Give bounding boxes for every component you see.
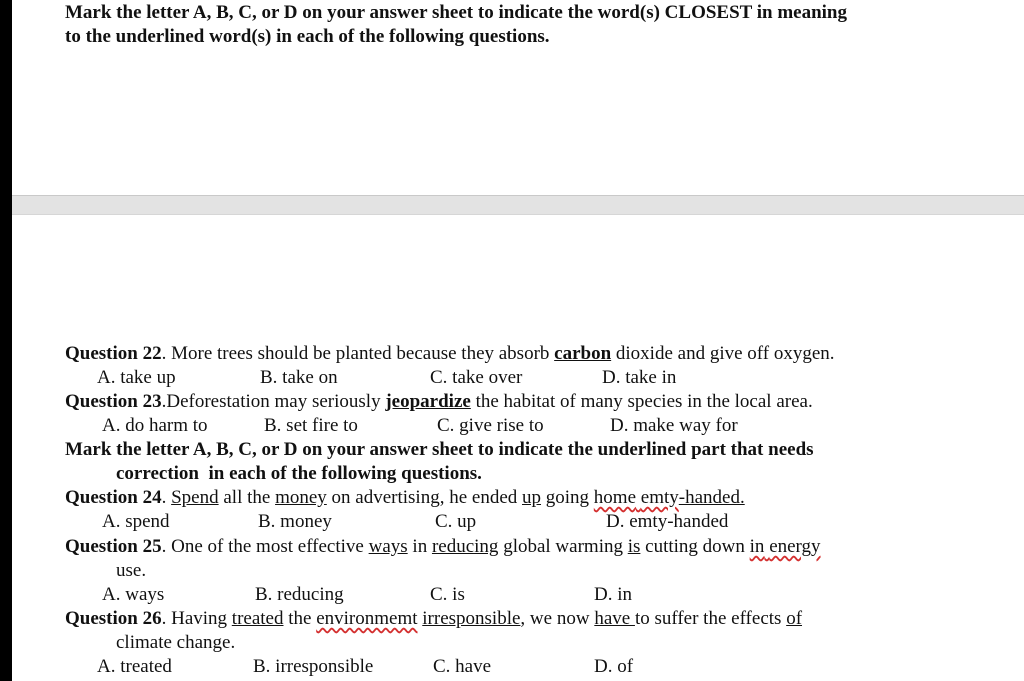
q23-option-b: B. set fire to <box>264 415 358 436</box>
q24-underlined-d: emty <box>640 487 679 508</box>
question-23 <box>65 390 813 414</box>
q26-text-4: to suffer the effects <box>634 608 787 629</box>
q26-option-d: D. of <box>594 656 634 677</box>
q25-text-2: global warming <box>498 536 628 557</box>
q24-option-d: D. emty-handed <box>606 511 729 532</box>
q24-text-1: all the <box>218 487 276 508</box>
q25-option-d: D. in <box>594 584 632 605</box>
q22-option-a: A. take up <box>97 367 176 388</box>
q25-spellcheck-word: energy <box>769 536 821 557</box>
q25-option-a: A. ways <box>102 584 165 605</box>
q24-text-0: . <box>161 487 172 508</box>
q22-option-b: B. take on <box>260 367 338 388</box>
q25-text-1: in <box>407 536 432 557</box>
question-23-label: Question 23 <box>65 391 162 412</box>
q25-underlined-b: reducing <box>431 536 499 557</box>
q24-text-2: on advertising, he ended <box>326 487 523 508</box>
question-23-text-post: the habitat of many species in the local area. <box>470 391 813 412</box>
q26-option-a: A. treated <box>97 656 172 677</box>
question-23-text-pre: .Deforestation may seriously <box>161 391 386 412</box>
q26-underlined-d: of <box>786 608 803 629</box>
q26-spellcheck-word: environmemt <box>316 608 418 629</box>
q26-text-3: , we now <box>520 608 595 629</box>
question-23-underlined: jeopardize <box>385 391 471 412</box>
instructions-closest-line1: Mark the letter A, B, C, or D on your answer sheet to indicate the word(s) CLOSEST in meaning <box>65 2 847 23</box>
question-22-text-pre: . More trees should be planted because they absorb <box>161 343 555 364</box>
q22-option-d: D. take in <box>602 367 677 388</box>
question-25-label: Question 25 <box>65 536 162 557</box>
q24-underlined-c: up <box>522 487 542 508</box>
q24-spellcheck-word: home <box>593 487 637 508</box>
q23-option-c: C. give rise to <box>437 415 544 436</box>
q23-option-d: D. make way for <box>610 415 738 436</box>
q24-underlined-b: money <box>275 487 327 508</box>
question-22-underlined: carbon <box>554 343 612 364</box>
question-26 <box>65 607 802 631</box>
q25-text-3: cutting down <box>640 536 750 557</box>
q26-option-c: C. have <box>433 656 492 677</box>
question-26-label: Question 26 <box>65 608 162 629</box>
q26-text-1: the <box>283 608 317 629</box>
question-22 <box>65 342 835 366</box>
q25-text-0: . One of the most effective <box>161 536 369 557</box>
q26-underlined-b: irresponsible <box>422 608 521 629</box>
q24-option-a: A. spend <box>102 511 170 532</box>
question-22-text-post: dioxide and give off oxygen. <box>611 343 835 364</box>
instructions-correction-line1: Mark the letter A, B, C, or D on your answer sheet to indicate the underlined part that needs <box>65 439 814 460</box>
question-25 <box>65 535 821 559</box>
q26-underlined-a: treated <box>231 608 284 629</box>
q25-option-b: B. reducing <box>255 584 344 605</box>
q24-underlined-a: Spend <box>171 487 219 508</box>
q25-underlined-a: ways <box>368 536 408 557</box>
q25-option-c: C. is <box>430 584 465 605</box>
question-24-label: Question 24 <box>65 487 162 508</box>
q23-option-a: A. do harm to <box>102 415 208 436</box>
q26-option-b: B. irresponsible <box>253 656 374 677</box>
instructions-correction-line2: correction in each of the following questions. <box>116 463 482 484</box>
q26-text-0: . Having <box>161 608 232 629</box>
q25-underlined-d: in <box>749 536 765 557</box>
instructions-closest-line2: to the underlined word(s) in each of the following questions. <box>65 26 550 47</box>
q22-option-c: C. take over <box>430 367 523 388</box>
q24-text-5: -handed. <box>678 487 745 508</box>
question-24 <box>65 486 745 510</box>
q26-underlined-c: have <box>594 608 635 629</box>
page-break <box>12 195 1024 215</box>
question-25-line2: use. <box>116 560 147 581</box>
left-edge-bar <box>0 0 12 681</box>
q24-option-c: C. up <box>435 511 477 532</box>
q24-text-3: going <box>541 487 594 508</box>
question-22-label: Question 22 <box>65 343 162 364</box>
question-26-line2: climate change. <box>116 632 236 653</box>
q24-option-b: B. money <box>258 511 332 532</box>
q25-underlined-c: is <box>627 536 641 557</box>
